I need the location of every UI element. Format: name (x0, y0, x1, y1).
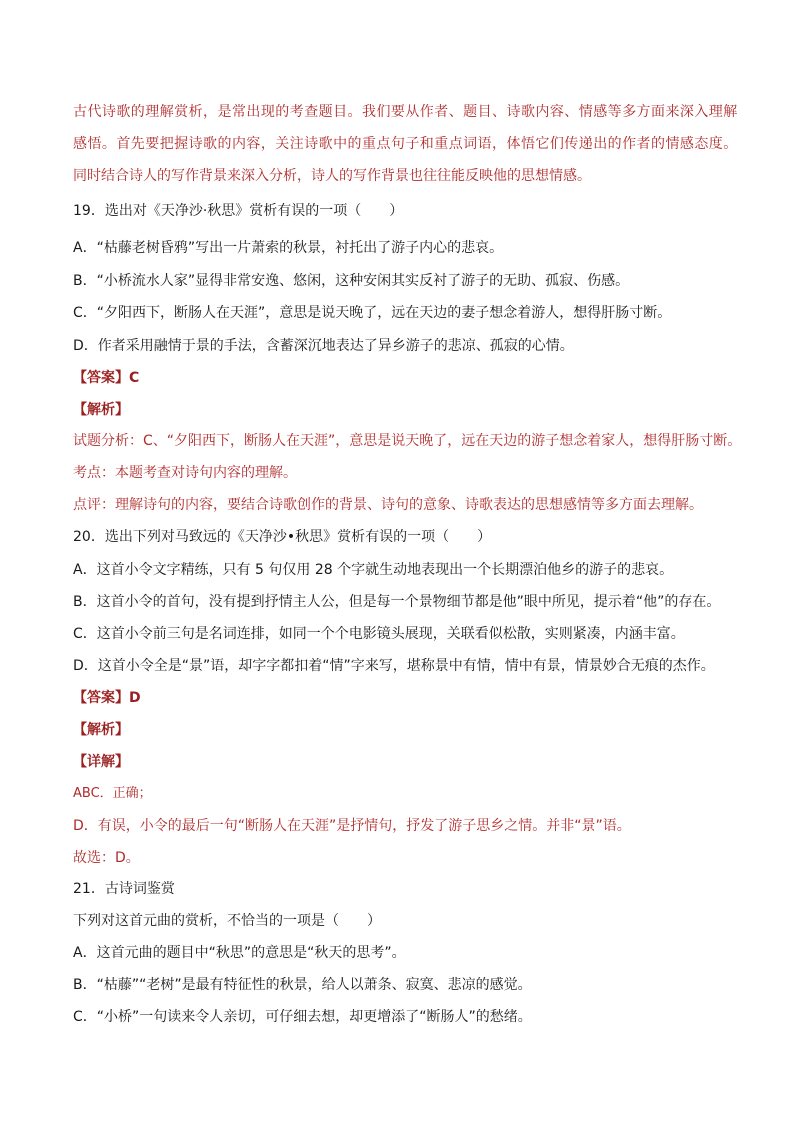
q20-analysis-title: 【解析】 (73, 722, 129, 738)
q19-option-a: A．“枯藤老树昏鸦”写出一片萧索的秋景，衬托出了游子内心的悲哀。 (73, 240, 504, 256)
q21-option-a: A．这首元曲的题目中“秋思”的意思是“秋天的思考”。 (73, 945, 406, 961)
q19-analysis-title: 【解析】 (73, 402, 129, 418)
q20-detail-line-1: ABC．正确； (73, 786, 152, 801)
intro-line-2: 感悟。首先要把握诗歌的内容，关注诗歌中的重点句子和重点词语，体悟它们传递出的作者的情感态度。 (73, 136, 738, 152)
q19-answer: 【答案】C (73, 370, 140, 386)
q19-analysis-line-2: 考点：本题考查对诗句内容的理解。 (73, 465, 297, 481)
q20-detail-line-2: D．有误，小令的最后一句“断肠人在天涯”是抒情句，抒发了游子思乡之情。并非“景”语。 (73, 818, 631, 834)
q20-conclusion: 故选：D。 (73, 850, 140, 866)
q20-option-c: C．这首小令前三句是名词连排，如同一个个电影镜头展现，关联看似松散，实则紧凑，内涵丰富。 (73, 626, 685, 642)
intro-line-1: 古代诗歌的理解赏析，是常出现的考查题目。我们要从作者、题目、诗歌内容、情感等多方面来深入理解 (73, 104, 738, 120)
q20-option-d: D．这首小令全是“景”语，却字字都扣着“情”字来写，堪称景中有情，情中有景，情景妙合无痕的杰作。 (73, 658, 715, 674)
q20-stem: 20．选出下列对马致远的《天净沙•秋思》赏析有误的一项（ ） (73, 529, 492, 545)
q19-stem: 19．选出对《天净沙·秋思》赏析有误的一项（ ） (73, 203, 404, 219)
q20-answer: 【答案】D (73, 690, 141, 706)
q21-option-c: C．“小桥”一句读来令人亲切，可仔细去想，却更增添了“断肠人”的愁绪。 (73, 1009, 532, 1025)
q20-detail-title: 【详解】 (73, 754, 129, 770)
q19-option-c: C．“夕阳西下，断肠人在天涯”，意思是说天晚了，远在天边的妻子想念着游人，想得肝肠寸断。 (73, 305, 672, 321)
q21-sub-stem: 下列对这首元曲的赏析，不恰当的一项是（ ） (73, 913, 381, 929)
q20-option-a: A．这首小令文字精练，只有 5 句仅用 28 个字就生动地表现出一个长期漂泊他乡的游子的悲哀。 (73, 562, 674, 578)
q21-option-b: B．“枯藤”“老树”是最有特征性的秋景，给人以萧条、寂寞、悲凉的感觉。 (73, 977, 532, 993)
q19-option-b: B．“小桥流水人家”显得非常安逸、悠闲，这种安闲其实反衬了游子的无助、孤寂、伤感。 (73, 273, 630, 289)
intro-line-3: 同时结合诗人的写作背景来深入分析，诗人的写作背景也往往能反映他的思想情感。 (73, 168, 591, 184)
q20-option-b: B．这首小令的首句，没有提到抒情主人公，但是每一个景物细节都是他”眼中所见，提示着“他”的存在。 (73, 594, 721, 610)
q19-analysis-line-1: 试题分析：C、“夕阳西下，断肠人在天涯”，意思是说天晚了，远在天边的游子想念着家人，想得肝肠寸断。 (73, 433, 742, 449)
q19-option-d: D．作者采用融情于景的手法，含蓄深沉地表达了异乡游子的悲凉、孤寂的心情。 (73, 338, 574, 354)
q19-analysis-line-3: 点评：理解诗句的内容，要结合诗歌创作的背景、诗句的意象、诗歌表达的思想感情等多方面去理解。 (73, 497, 703, 513)
q21-stem: 21．古诗词鉴赏 (73, 881, 175, 897)
